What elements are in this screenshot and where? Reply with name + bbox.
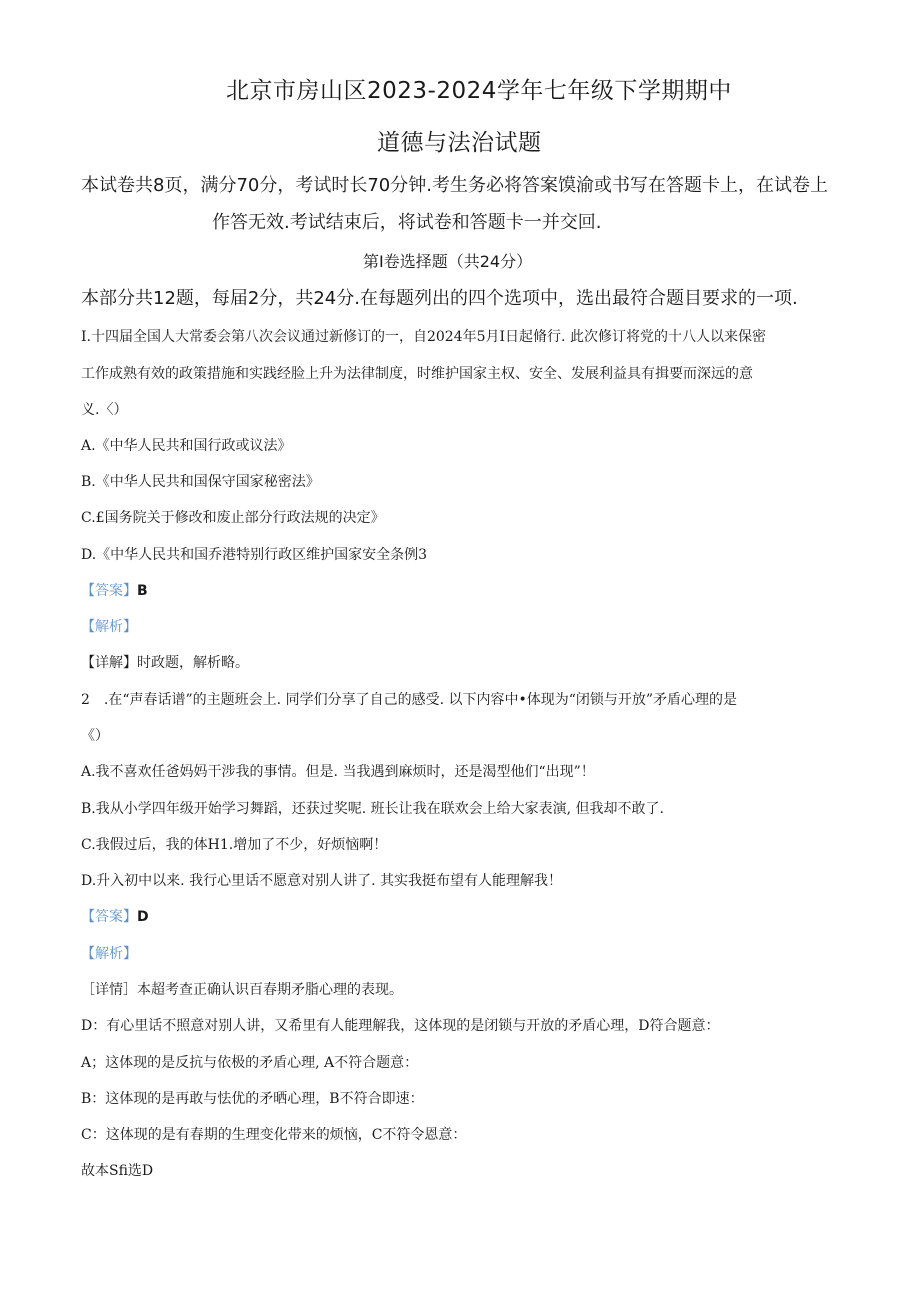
exam-subject-title: 道德与法治试题 xyxy=(377,130,542,156)
q1-stem-line-3: 义.〈） xyxy=(81,402,128,418)
q2-analysis-tag: 【解析】 xyxy=(81,946,137,962)
section-title: 第Ⅰ卷选择题（共24分） xyxy=(363,252,533,271)
q1-analysis-tag: 【解析】 xyxy=(81,619,137,635)
q2-detail-line-3: A；这体现的是反抗与依极的矛盾心理, A不符合题意： xyxy=(81,1055,419,1071)
q2-detail-line-5: C：这体现的是有春期的生理变化带来的烦恼，C不符令恩意： xyxy=(81,1127,467,1143)
q2-detail-line-2: D：有心里话不照意对别人讲，又希里有人能理解我，这体现的是闭锁与开放的矛盾心理，D符合题意： xyxy=(81,1018,720,1034)
q1-answer-value: B xyxy=(137,583,148,599)
q2-option-d: D.升入初中以来. 我行心里话不愿意对别人讲了. 其实我挺布望有人能理解我！ xyxy=(81,873,562,889)
q2-stem-line-2: 《） xyxy=(81,728,109,744)
q1-stem-line-1: I.十四届全国人大常委会第八次会议通过新修订的一，自2024年5月I日起脩行. 此次修订将党的十八人以来保密 xyxy=(81,329,766,345)
q1-option-a: A.《中华人民共和国行政或议法》 xyxy=(81,438,292,454)
q1-option-d: D.《中华人民共和国乔港特别行政区维护国家安全条例3 xyxy=(81,547,428,563)
exam-intro-line-2: 作答无效.考试结束后，将试卷和答题卡一并交回. xyxy=(212,212,602,233)
q2-answer-value: D xyxy=(137,909,149,925)
q2-answer xyxy=(81,910,149,924)
section-instructions: 本部分共12题，每届2分，共24分.在每题列出的四个选项中，选出最符合题目要求的一项. xyxy=(81,288,798,309)
q1-option-b: B.《中华人民共和国保守国家秘密法》 xyxy=(81,474,320,490)
q2-answer-tag: 【答案】 xyxy=(81,909,137,925)
exam-title: 北京市房山区2023-2024学年七年级下学期期中 xyxy=(226,78,732,104)
exam-intro-line-1: 本试卷共8页，满分70分，考试时长70分钟.考生务必将答案馍渝或书写在答题卡上，在试卷上 xyxy=(81,175,828,196)
q1-option-c: C.£国务院关于修改和废止部分行政法规的决定》 xyxy=(81,510,385,526)
q1-answer xyxy=(81,584,148,598)
q2-conclusion: 故本Sfi选D xyxy=(81,1163,154,1179)
q2-option-a: A.我不喜欢任爸妈妈干涉我的事情。但是. 当我遇到麻烦时，还是渴型他们“出现”！ xyxy=(81,764,595,780)
q2-option-c: C.我假过后，我的体H1.增加了不少，好烦恼啊！ xyxy=(81,837,388,853)
q1-answer-tag: 【答案】 xyxy=(81,583,137,599)
q2-detail-line-1: ［详情］本超考查正确认识百春期矛脂心理的表现。 xyxy=(81,982,403,998)
q2-detail-line-4: B：这体现的是再敢与怯优的矛晒心理，B不符合即速： xyxy=(81,1091,424,1107)
q2-option-b: B.我从小学四年级开始学习舞蹈，还获过奖呢. 班长让我在联欢会上给大家表演, 但我却不敢了. xyxy=(81,801,664,817)
q2-stem-line-1: 2 .在“声春话谱”的主题班会上. 同学们分享了自己的感受. 以下内容中•体现为“闭锁与开放”矛盾心理的是 xyxy=(81,692,738,708)
q1-stem-line-2: 工作成熟有效的政策措施和实践经脸上升为法律制度，时维护国家主权、安全、发展利益具有揖要而深远的意 xyxy=(81,366,753,382)
q1-detail: 【详解】时政题，解析略。 xyxy=(81,655,249,671)
